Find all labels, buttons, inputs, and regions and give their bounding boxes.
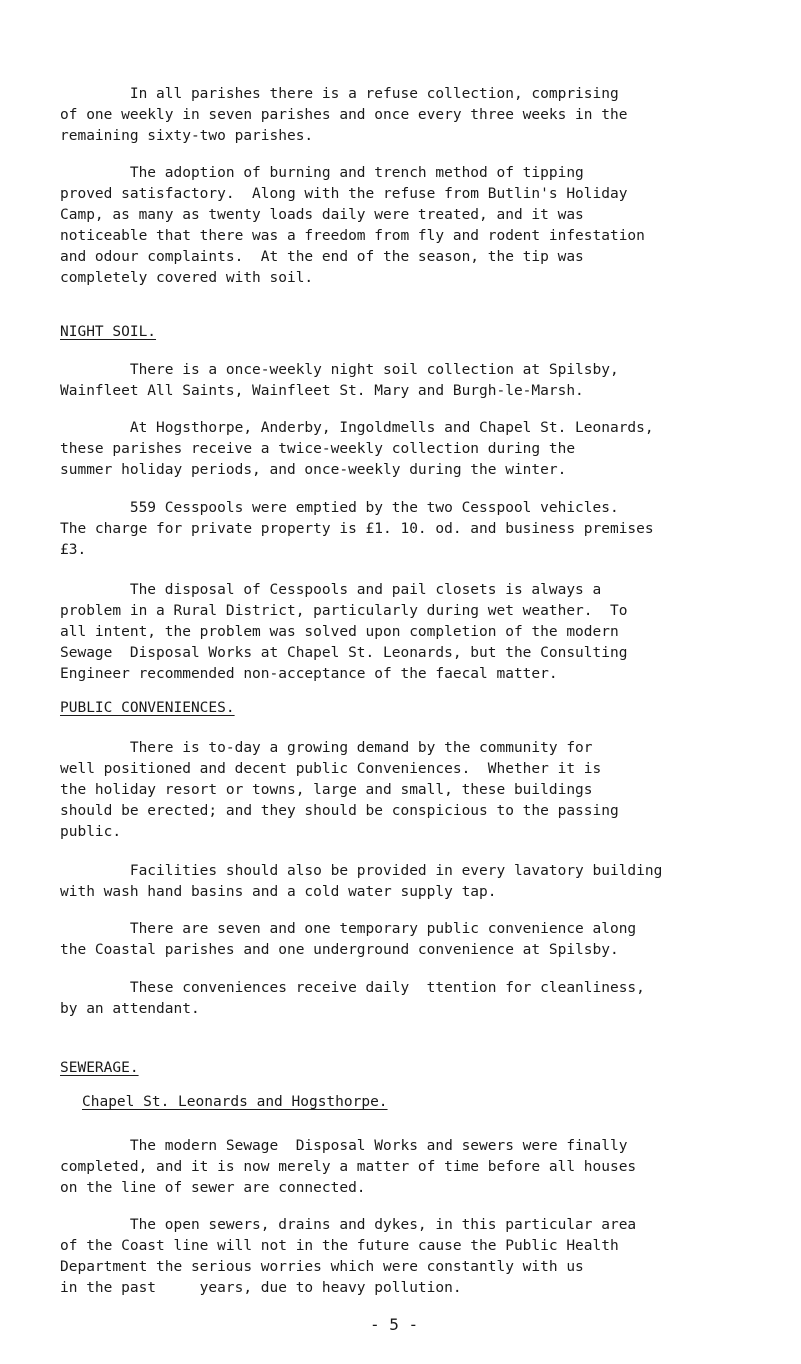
night-soil-paragraph-2: At Hogsthorpe, Anderby, Ingoldmells and Chapel St. Leonards, these parishes receive a twice-weekly collection during the summer holiday periods, and once-weekly during the winter.	[60, 420, 654, 478]
public-conveniences-heading: PUBLIC CONVENIENCES.	[60, 700, 235, 716]
refuse-paragraph-1: In all parishes there is a refuse collection, comprising of one weekly in seven parishes and once every three weeks in the remaining sixty-two parishes.	[60, 86, 628, 144]
sewerage-subheading: Chapel St. Leonards and Hogsthorpe.	[82, 1094, 388, 1110]
sewerage-heading: SEWERAGE.	[60, 1060, 139, 1076]
public-conveniences-paragraph-3: There are seven and one temporary public convenience along the Coastal parishes and one underground convenience at Spilsby.	[60, 921, 637, 958]
page-number: - 5 -	[370, 1315, 419, 1334]
refuse-paragraph-2: The adoption of burning and trench method of tipping proved satisfactory. Along with the refuse from Butlin's Holiday Camp, as many as twenty loads daily were treated, and it was noticeable that there was a freedom from fly and rodent infestation and odour complaints. At the end of the season, the tip was completely covered with soil.	[60, 165, 645, 286]
night-soil-paragraph-3: 559 Cesspools were emptied by the two Cesspool vehicles. The charge for private property is £1. 10. od. and business premises £3.	[60, 500, 654, 558]
sewerage-paragraph-2: The open sewers, drains and dykes, in this particular area of the Coast line will not in the future cause the Public Health Department the serious worries which were constantly with us in the past years, due to heavy pollution.	[60, 1217, 637, 1296]
public-conveniences-paragraph-2: Facilities should also be provided in every lavatory building with wash hand basins and a cold water supply tap.	[60, 863, 663, 900]
public-conveniences-paragraph-4: These conveniences receive daily ttention for cleanliness, by an attendant.	[60, 980, 645, 1017]
sewerage-paragraph-1: The modern Sewage Disposal Works and sewers were finally completed, and it is now merely a matter of time before all houses on the line of sewer are connected.	[60, 1138, 637, 1196]
night-soil-heading: NIGHT SOIL.	[60, 324, 157, 340]
public-conveniences-paragraph-1: There is to-day a growing demand by the community for well positioned and decent public Conveniences. Whether it is the holiday resort or towns, large and small, these buildings should be erected; and they should be conspicious to the passing public.	[60, 740, 619, 840]
night-soil-paragraph-1: There is a once-weekly night soil collection at Spilsby, Wainfleet All Saints, Wainfleet St. Mary and Burgh-le-Marsh.	[60, 362, 619, 399]
night-soil-paragraph-4: The disposal of Cesspools and pail closets is always a problem in a Rural District, particularly during wet weather. To all intent, the problem was solved upon completion of the modern Sewage Disposal Works at Chapel St. Leonards, but the Consulting Engineer recommended non-acceptance of the faecal matter.	[60, 582, 628, 682]
